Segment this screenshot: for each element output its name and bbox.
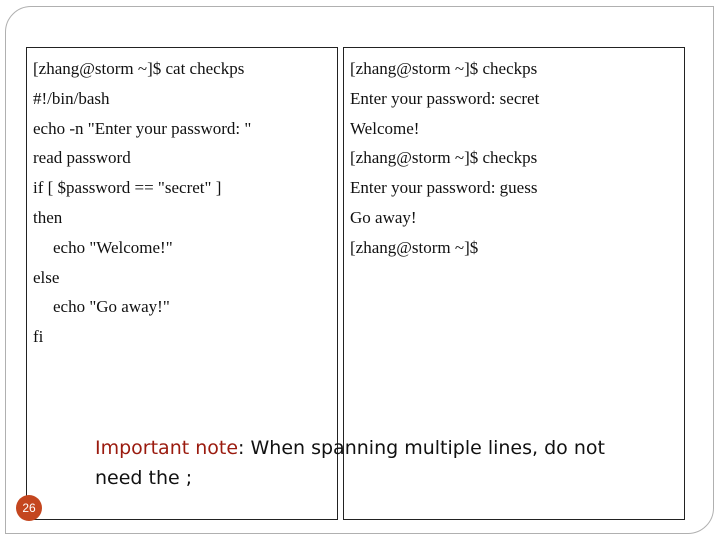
- page-number-badge: 26: [16, 495, 42, 521]
- script-line: #!/bin/bash: [33, 88, 110, 108]
- note-label: Important note: [95, 437, 239, 459]
- output-line: Go away!: [350, 207, 417, 227]
- script-line: echo -n "Enter your password: ": [33, 118, 252, 138]
- script-line: if [ $password == "secret" ]: [33, 178, 222, 198]
- script-line: echo "Welcome!": [53, 237, 173, 257]
- script-line: fi: [33, 327, 44, 347]
- script-line: then: [33, 207, 63, 227]
- script-line: read password: [33, 148, 131, 168]
- output-line: Enter your password: secret: [350, 88, 540, 108]
- output-line: [zhang@storm ~]$: [350, 237, 479, 257]
- note-text: When spanning multiple lines, do not need the ;: [95, 437, 605, 489]
- script-lines: [33, 54, 251, 352]
- output-lines: [350, 54, 539, 263]
- script-line: else: [33, 267, 60, 287]
- script-line: [zhang@storm ~]$ cat checkps: [33, 59, 245, 78]
- note-separator: :: [238, 437, 251, 459]
- output-line: Enter your password: guess: [350, 178, 538, 198]
- output-line: [zhang@storm ~]$ checkps: [350, 59, 538, 78]
- script-line: echo "Go away!": [53, 297, 170, 317]
- output-line: [zhang@storm ~]$ checkps: [350, 148, 538, 168]
- output-line: Welcome!: [350, 118, 420, 138]
- important-note: [95, 433, 655, 493]
